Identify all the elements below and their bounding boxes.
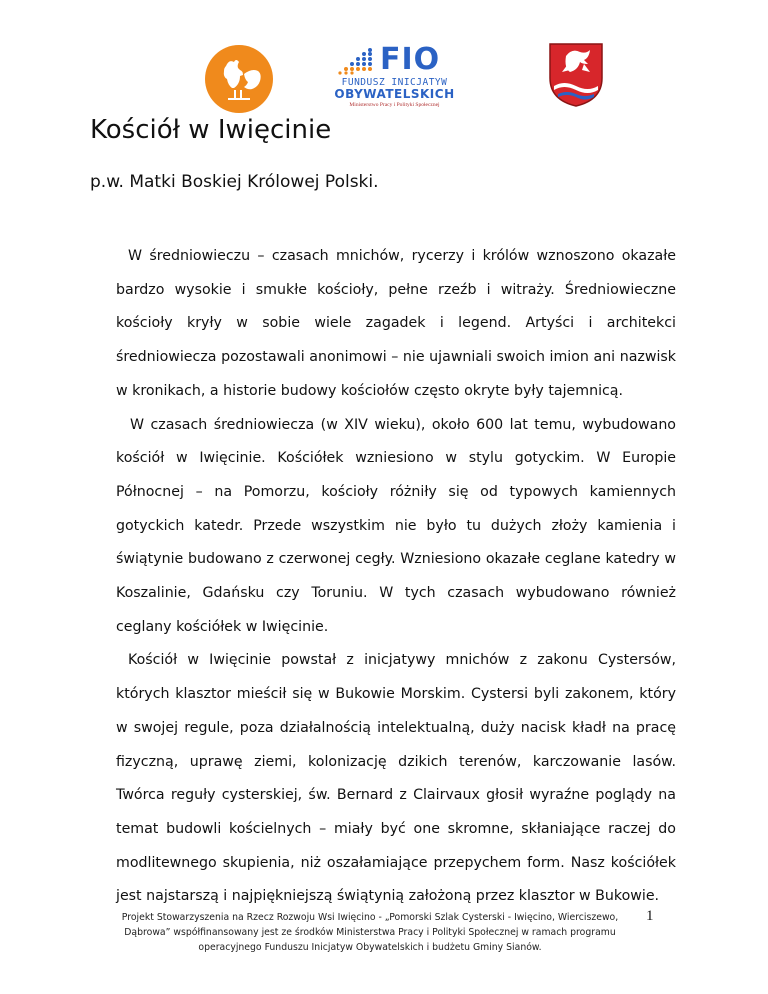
page-number: 1 xyxy=(646,908,654,924)
page-subtitle: p.w. Matki Boskiej Królowej Polski. xyxy=(90,172,379,192)
fio-line1: FUNDUSZ INICJATYW xyxy=(341,77,448,88)
dots-icon xyxy=(336,46,376,76)
coat-of-arms-icon xyxy=(548,42,604,108)
page-title: Kościół w Iwięcinie xyxy=(90,115,332,145)
fio-line3: Ministerstwo Pracy i Polityki Społecznej xyxy=(349,102,440,108)
rooster-icon xyxy=(204,44,274,114)
fio-logo xyxy=(332,44,457,112)
paragraph: Kościół w Iwięcinie powstał z inicjatywy mnichów z zakonu Cystersów, których klasztor mieścił się w Bukowie Morskim. Cystersi byli zakonem, który w swojej regule, poza działalnością intelektualną, duży nacisk kładł na pracę fizyczną, uprawę ziemi, kolonizację dzikich terenów, karczowanie lasów. Twórca reguły cysterskiej, św. Bernard z Clairvaux głosił wyraźne poglądy na temat budowli kościelnych – miały być one skromne, skłaniające raczej do modlitewnego skupienia, niż oszałamiające przepychem form. Nasz kościółek jest najstarszą i najpiękniejszą świątynią założoną przez klasztor w Bukowie. xyxy=(116,652,676,905)
logo-bar xyxy=(0,0,768,115)
fio-mark: FIO xyxy=(380,42,441,77)
footer-note: Projekt Stowarzyszenia na Rzecz Rozwoju Wsi Iwięcino - „Pomorski Szlak Cysterski - Iwięcino, Wierciszewo, Dąbrowa” współfinansowany jest ze środków Ministerstwa Pracy i Polityki Społecznej w ramach programu operacyjnego Funduszu Inicjatyw Obywatelskich i budżetu Gminy Sianów. xyxy=(121,912,619,953)
body-text xyxy=(116,240,676,914)
fio-line2: OBYWATELSKICH xyxy=(334,87,455,101)
paragraph: W średniowieczu – czasach mnichów, rycerzy i królów wznoszono okazałe bardzo wysokie i smukłe kościoły, pełne rzeźb i witraży. Średniowieczne kościoły kryły w sobie wiele zagadek i legend. Artyści i architekci średniowiecza pozostawali anonimowi – nie ujawniali swoich imion ani nazwisk w kronikach, a historie budowy kościołów często okryte były tajemnicą. xyxy=(116,248,676,399)
paragraph: W czasach średniowiecza (w XIV wieku), około 600 lat temu, wybudowano kościół w Iwięcinie. Kościółek wzniesiono w stylu gotyckim. W Europie Północnej – na Pomorzu, kościoły różniły się od typowych kamiennych gotyckich katedr. Przede wszystkim nie było tu dużych złoży kamienia i świątynie budowano z czerwonej cegły. Wzniesiono okazałe ceglane katedry w Koszalinie, Gdańsku czy Toruniu. W tych czasach wybudowano również ceglany kościółek w Iwięcinie. xyxy=(116,416,676,635)
